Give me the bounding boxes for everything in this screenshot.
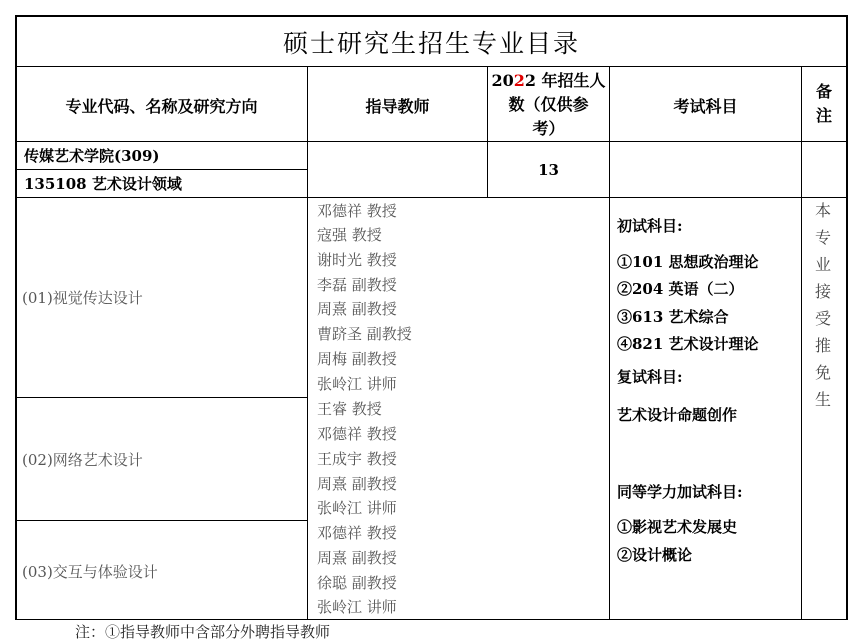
direction-label-1: (01)视觉传达设计 bbox=[22, 289, 143, 307]
remark-char: 受 bbox=[814, 309, 831, 328]
advisor-item: 徐聪 副教授 bbox=[317, 574, 397, 592]
title-divider bbox=[15, 66, 848, 67]
header-remark-line2: 注 bbox=[815, 106, 832, 125]
advisor-item: 李磊 副教授 bbox=[317, 276, 397, 294]
exam-initial-item: ②204 英语（二） bbox=[617, 280, 744, 298]
header-advisor: 指导教师 bbox=[365, 97, 430, 116]
header-enroll-year-prefix: 20 bbox=[491, 71, 514, 90]
page-title: 硕士研究生招生专业目录 bbox=[282, 29, 580, 58]
advisor-item: 张岭江 讲师 bbox=[317, 499, 397, 517]
exam-extra-item: ①影视艺术发展史 bbox=[617, 518, 738, 536]
advisor-item: 谢时光 教授 bbox=[317, 251, 397, 269]
header-major: 专业代码、名称及研究方向 bbox=[65, 97, 258, 116]
advisor-item: 张岭江 讲师 bbox=[317, 375, 397, 393]
remark-char: 接 bbox=[814, 282, 831, 301]
exam-initial-title: 初试科目: bbox=[617, 217, 683, 235]
header-exam: 考试科目 bbox=[673, 97, 738, 116]
college-divider bbox=[15, 169, 308, 170]
exam-retest-item: 艺术设计命题创作 bbox=[617, 406, 738, 424]
remark-char: 业 bbox=[814, 255, 831, 274]
col-divider-1 bbox=[307, 66, 308, 619]
exam-initial-item: ④821 艺术设计理论 bbox=[617, 335, 759, 353]
header-enrollment bbox=[487, 69, 610, 141]
remark-char: 本 bbox=[814, 201, 831, 220]
exam-extra-item: ②设计概论 bbox=[617, 546, 693, 564]
advisor-item: 王睿 教授 bbox=[317, 400, 382, 418]
direction-divider-2 bbox=[15, 520, 308, 521]
advisor-item: 周熹 副教授 bbox=[317, 549, 397, 567]
header-enroll-line3: 考） bbox=[532, 119, 565, 138]
advisor-item: 邓德祥 教授 bbox=[317, 202, 397, 220]
header-enroll-year-red: 2 bbox=[513, 71, 525, 90]
advisor-item: 寇强 教授 bbox=[317, 226, 382, 244]
advisor-item: 曹跻圣 副教授 bbox=[317, 325, 412, 343]
direction-label-2: (02)网络艺术设计 bbox=[22, 451, 143, 469]
enrollment-count: 13 bbox=[538, 161, 559, 179]
college-name: 传媒艺术学院(309) bbox=[24, 147, 160, 165]
remark-char: 生 bbox=[814, 390, 831, 409]
table-border-bottom bbox=[15, 619, 848, 620]
advisor-item: 邓德祥 教授 bbox=[317, 425, 397, 443]
header-enroll-line2: 数（仅供参 bbox=[508, 95, 589, 114]
remark-char: 推 bbox=[814, 336, 831, 355]
advisor-item: 张岭江 讲师 bbox=[317, 598, 397, 616]
advisor-item: 周熹 副教授 bbox=[317, 300, 397, 318]
remark-text bbox=[813, 197, 833, 413]
exam-retest-title: 复试科目: bbox=[617, 368, 683, 386]
header-remark-line1: 备 bbox=[815, 82, 832, 101]
advisor-item: 周熹 副教授 bbox=[317, 475, 397, 493]
col-divider-4 bbox=[801, 66, 802, 619]
table-border-top bbox=[15, 15, 848, 17]
exam-initial-item: ③613 艺术综合 bbox=[617, 308, 729, 326]
college-field: 135108 艺术设计领域 bbox=[24, 175, 182, 193]
remark-char: 专 bbox=[814, 228, 831, 247]
advisor-item: 王成宇 教授 bbox=[317, 450, 397, 468]
direction-divider-1 bbox=[15, 397, 308, 398]
col-divider-3 bbox=[609, 66, 610, 619]
college-block-divider bbox=[15, 197, 848, 198]
header-enroll-year-suffix: 2 年招生人 bbox=[524, 71, 606, 90]
header-divider bbox=[15, 141, 848, 142]
exam-initial-item: ①101 思想政治理论 bbox=[617, 253, 759, 271]
exam-extra-title: 同等学力加试科目: bbox=[617, 483, 743, 501]
remark-char: 免 bbox=[814, 363, 831, 382]
direction-label-3: (03)交互与体验设计 bbox=[22, 563, 158, 581]
advisor-item: 周梅 副教授 bbox=[317, 350, 397, 368]
footnote: 注：①指导教师中含部分外聘指导教师 bbox=[75, 623, 331, 641]
advisor-item: 邓德祥 教授 bbox=[317, 524, 397, 542]
header-remark bbox=[801, 80, 847, 128]
